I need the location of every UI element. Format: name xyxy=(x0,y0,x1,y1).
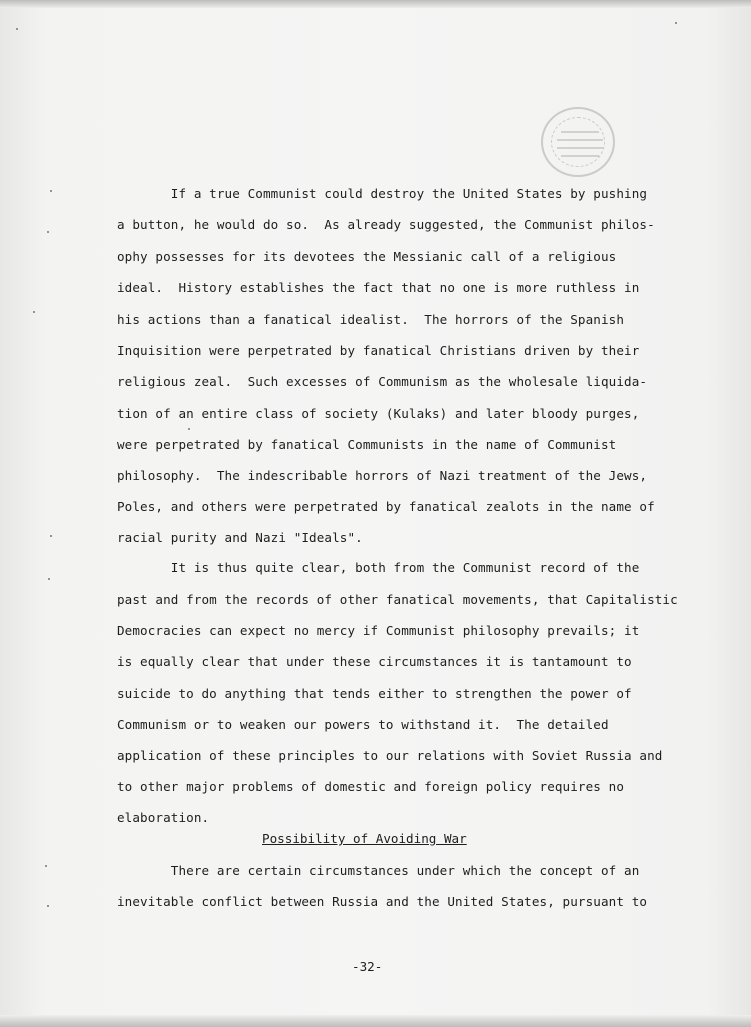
paragraph-1-line: Inquisition were perpetrated by fanatical Christians driven by their xyxy=(117,343,640,358)
paragraph-2-line: past and from the records of other fanatical movements, that Capitalistic xyxy=(117,592,678,607)
page-number: -32- xyxy=(352,959,383,974)
paragraph-2-line: It is thus quite clear, both from the Communist record of the xyxy=(117,560,640,575)
paragraph-3-line: inevitable conflict between Russia and the United States, pursuant to xyxy=(117,894,648,909)
margin-speck xyxy=(33,311,35,313)
margin-speck xyxy=(48,578,50,580)
margin-speck xyxy=(47,905,49,907)
paragraph-1-line: were perpetrated by fanatical Communists in the name of Communist xyxy=(117,437,617,452)
margin-speck xyxy=(45,865,47,867)
paragraph-1-line: his actions than a fanatical idealist. The horrors of the Spanish xyxy=(117,312,625,327)
margin-speck xyxy=(188,428,190,430)
margin-speck xyxy=(675,22,677,24)
paragraph-2-line: to other major problems of domestic and foreign policy requires no xyxy=(117,779,625,794)
margin-speck xyxy=(47,231,49,233)
paragraph-3-line: There are certain circumstances under which the concept of an xyxy=(117,863,640,878)
paragraph-1-line: a button, he would do so. As already suggested, the Communist philos- xyxy=(117,217,655,232)
paragraph-1-line: If a true Communist could destroy the United States by pushing xyxy=(117,186,648,201)
margin-speck xyxy=(16,28,18,30)
paragraph-2-line: application of these principles to our relations with Soviet Russia and xyxy=(117,748,663,763)
paragraph-1-line: ophy possesses for its devotees the Messianic call of a religious xyxy=(117,249,617,264)
paragraph-1-line: religious zeal. Such excesses of Communism as the wholesale liquida- xyxy=(117,374,648,389)
paragraph-1-line: philosophy. The indescribable horrors of Nazi treatment of the Jews, xyxy=(117,468,648,483)
paragraph-2-line: suicide to do anything that tends either to strengthen the power of xyxy=(117,686,632,701)
paragraph-2-line: Democracies can expect no mercy if Communist philosophy prevails; it xyxy=(117,623,640,638)
page-top-edge xyxy=(0,0,751,8)
margin-speck xyxy=(50,190,52,192)
paragraph-1-line: tion of an entire class of society (Kulaks) and later bloody purges, xyxy=(117,406,640,421)
margin-speck xyxy=(50,535,52,537)
paragraph-2-line: elaboration. xyxy=(117,810,210,825)
page-bottom-edge xyxy=(0,1015,751,1027)
paragraph-1-line: racial purity and Nazi "Ideals". xyxy=(117,530,363,545)
paragraph-1-line: Poles, and others were perpetrated by fanatical zealots in the name of xyxy=(117,499,655,514)
archive-stamp xyxy=(541,107,615,177)
paragraph-2-line: is equally clear that under these circumstances it is tantamount to xyxy=(117,654,632,669)
paragraph-2-line: Communism or to weaken our powers to withstand it. The detailed xyxy=(117,717,609,732)
paragraph-1-line: ideal. History establishes the fact that no one is more ruthless in xyxy=(117,280,640,295)
section-heading: Possibility of Avoiding War xyxy=(262,831,467,846)
